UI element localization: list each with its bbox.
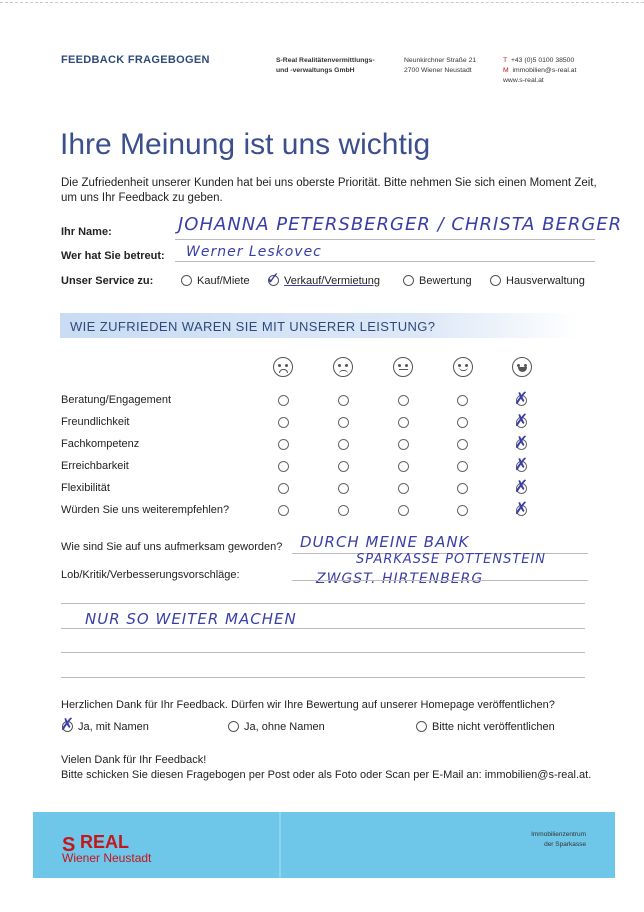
rating-check-mark-icon: ✗ — [514, 433, 529, 453]
rating-radio-1[interactable] — [278, 439, 289, 450]
rating-radio-1[interactable] — [278, 417, 289, 428]
service-option-label: Hausverwaltung — [506, 275, 585, 287]
rating-radio-1[interactable] — [278, 483, 289, 494]
feedback-line-3[interactable]: NUR SO WEITER MACHEN — [85, 610, 297, 628]
rating-radio-4[interactable] — [457, 483, 468, 494]
name-label: Ihr Name: — [61, 226, 112, 238]
rating-radio-4[interactable] — [457, 395, 468, 406]
logo-brand-name: REAL — [80, 832, 129, 852]
service-option-kauf[interactable] — [181, 275, 250, 287]
service-option-hausverwaltung[interactable] — [490, 275, 585, 287]
advisor-label: Wer hat Sie betreut: — [61, 250, 165, 262]
rating-radio-4[interactable] — [457, 439, 468, 450]
service-option-verkauf[interactable] — [266, 269, 381, 289]
rating-row-label: Beratung/Engagement — [61, 394, 172, 406]
website-link[interactable]: www.s-real.at — [503, 77, 544, 84]
feedback-underline-1 — [292, 580, 588, 581]
neutral-face-icon — [393, 357, 413, 377]
rating-row-label: Fachkompetenz — [61, 438, 140, 450]
check-mark-icon: ✗ — [60, 715, 75, 735]
rating-radio-1[interactable] — [278, 395, 289, 406]
feedback-underline-5 — [61, 677, 585, 678]
company-line-1: S-Real Realitätenvermittlungs- — [276, 57, 375, 64]
publish-option-label: Ja, ohne Namen — [244, 721, 325, 733]
footer-tagline — [500, 830, 586, 850]
radio-icon[interactable] — [181, 275, 192, 286]
happy-face-icon — [453, 357, 473, 377]
name-underline — [175, 239, 595, 240]
check-mark-icon: ✓ — [266, 269, 281, 289]
feedback-underline-2 — [61, 603, 585, 604]
thanks-line: Vielen Dank für Ihr Feedback! — [61, 754, 207, 766]
feedback-label: Lob/Kritik/Verbesserungsvorschläge: — [61, 569, 240, 581]
publish-question: Herzlichen Dank für Ihr Feedback. Dürfen wir Ihre Bewertung auf unserer Homepage veröffentlichen? — [61, 699, 555, 711]
intro-text: Die Zufriedenheit unserer Kunden hat bei uns oberste Priorität. Bitte nehmen Sie sich einen Moment Zeit, um uns Ihr Feedback zu geben. — [61, 177, 597, 204]
rating-radio-3[interactable] — [398, 461, 409, 472]
publish-option-without-name[interactable] — [228, 721, 325, 733]
scan-edge-line — [0, 2, 644, 3]
rating-radio-2[interactable] — [338, 417, 349, 428]
radio-icon[interactable] — [416, 721, 427, 732]
service-option-bewertung[interactable] — [403, 275, 472, 287]
publish-option-label: Bitte nicht veröffentlichen — [432, 721, 555, 733]
unhappy-face-icon — [333, 357, 353, 377]
form-title: FEEDBACK FRAGEBOGEN — [61, 54, 210, 66]
very-happy-face-icon — [512, 357, 532, 377]
logo-city: Wiener Neustadt — [62, 851, 152, 865]
rating-check-mark-icon: ✗ — [514, 499, 529, 519]
sparkasse-s-logo-icon: S — [62, 834, 76, 856]
radio-icon[interactable] — [403, 275, 414, 286]
publish-option-with-name[interactable] — [60, 715, 149, 735]
send-instructions: Bitte schicken Sie diesen Fragebogen per Post oder als Foto oder Scan per E-Mail an: immobilien@s-real.at. — [61, 769, 592, 781]
very-unhappy-face-icon — [273, 357, 293, 377]
rating-check-mark-icon: ✗ — [514, 389, 529, 409]
section-title: WIE ZUFRIEDEN WAREN SIE MIT UNSERER LEISTUNG? — [70, 319, 436, 334]
address-block — [404, 56, 476, 76]
service-option-label: Kauf/Miete — [197, 275, 250, 287]
email-link[interactable]: immobilien@s-real.at — [512, 67, 577, 74]
rating-check-mark-icon: ✗ — [514, 477, 529, 497]
rating-radio-4[interactable] — [457, 505, 468, 516]
rating-radio-1[interactable] — [278, 505, 289, 516]
radio-icon[interactable] — [490, 275, 501, 286]
company-block — [276, 56, 375, 76]
service-option-label: Bewertung — [419, 275, 472, 287]
rating-radio-2[interactable] — [338, 483, 349, 494]
rating-radio-3[interactable] — [398, 483, 409, 494]
rating-check-mark-icon: ✗ — [514, 411, 529, 431]
rating-check-mark-icon: ✗ — [514, 455, 529, 475]
rating-radio-4[interactable] — [457, 417, 468, 428]
rating-radio-2[interactable] — [338, 505, 349, 516]
radio-checked-icon[interactable] — [60, 715, 75, 735]
rating-radio-1[interactable] — [278, 461, 289, 472]
service-label: Unser Service zu: — [61, 275, 154, 287]
name-input[interactable]: JOHANNA PETERSBERGER / CHRISTA BERGER — [178, 214, 623, 235]
rating-radio-4[interactable] — [457, 461, 468, 472]
rating-row-label: Erreichbarkeit — [61, 460, 129, 472]
advisor-input[interactable]: Werner Leskovec — [186, 244, 322, 260]
rating-row-label: Flexibilität — [61, 482, 110, 494]
rating-radio-3[interactable] — [398, 417, 409, 428]
tagline-line-2: der Sparkasse — [544, 841, 586, 848]
rating-radio-3[interactable] — [398, 439, 409, 450]
address-line-1: Neunkirchner Straße 21 — [404, 57, 477, 64]
source-input[interactable]: DURCH MEINE BANK — [300, 533, 470, 551]
tagline-line-1: Immobilienzentrum — [531, 831, 586, 838]
rating-radio-3[interactable] — [398, 505, 409, 516]
radio-icon[interactable] — [228, 721, 239, 732]
radio-checked-icon[interactable] — [266, 269, 281, 289]
rating-radio-2[interactable] — [338, 439, 349, 450]
feedback-line-2[interactable]: ZWGST. HIRTENBERG — [316, 571, 484, 587]
rating-radio-2[interactable] — [338, 461, 349, 472]
company-line-2: und -verwaltungs GmbH — [276, 67, 355, 74]
publish-option-label: Ja, mit Namen — [78, 721, 149, 733]
advisor-underline — [175, 261, 595, 262]
rating-row-label: Würden Sie uns weiterempfehlen? — [61, 504, 230, 516]
source-label: Wie sind Sie auf uns aufmerksam geworden? — [61, 541, 283, 553]
feedback-underline-4 — [61, 652, 585, 653]
feedback-line-1[interactable]: SPARKASSE POTTENSTEIN — [356, 552, 547, 567]
contact-block — [503, 56, 576, 86]
feedback-underline-3 — [61, 628, 585, 629]
rating-row-label: Freundlichkeit — [61, 416, 130, 428]
phone-number: +43 (0)5 0100 38500 — [510, 57, 575, 64]
mail-prefix: M — [503, 67, 509, 74]
rating-radio-2[interactable] — [338, 395, 349, 406]
address-line-2: 2700 Wiener Neustadt — [404, 67, 472, 74]
publish-option-none[interactable] — [416, 721, 555, 733]
rating-radio-3[interactable] — [398, 395, 409, 406]
page-title: Ihre Meinung ist uns wichtig — [60, 128, 431, 161]
service-option-label: Verkauf/Vermietung — [284, 275, 381, 287]
phone-prefix: T — [503, 57, 508, 64]
